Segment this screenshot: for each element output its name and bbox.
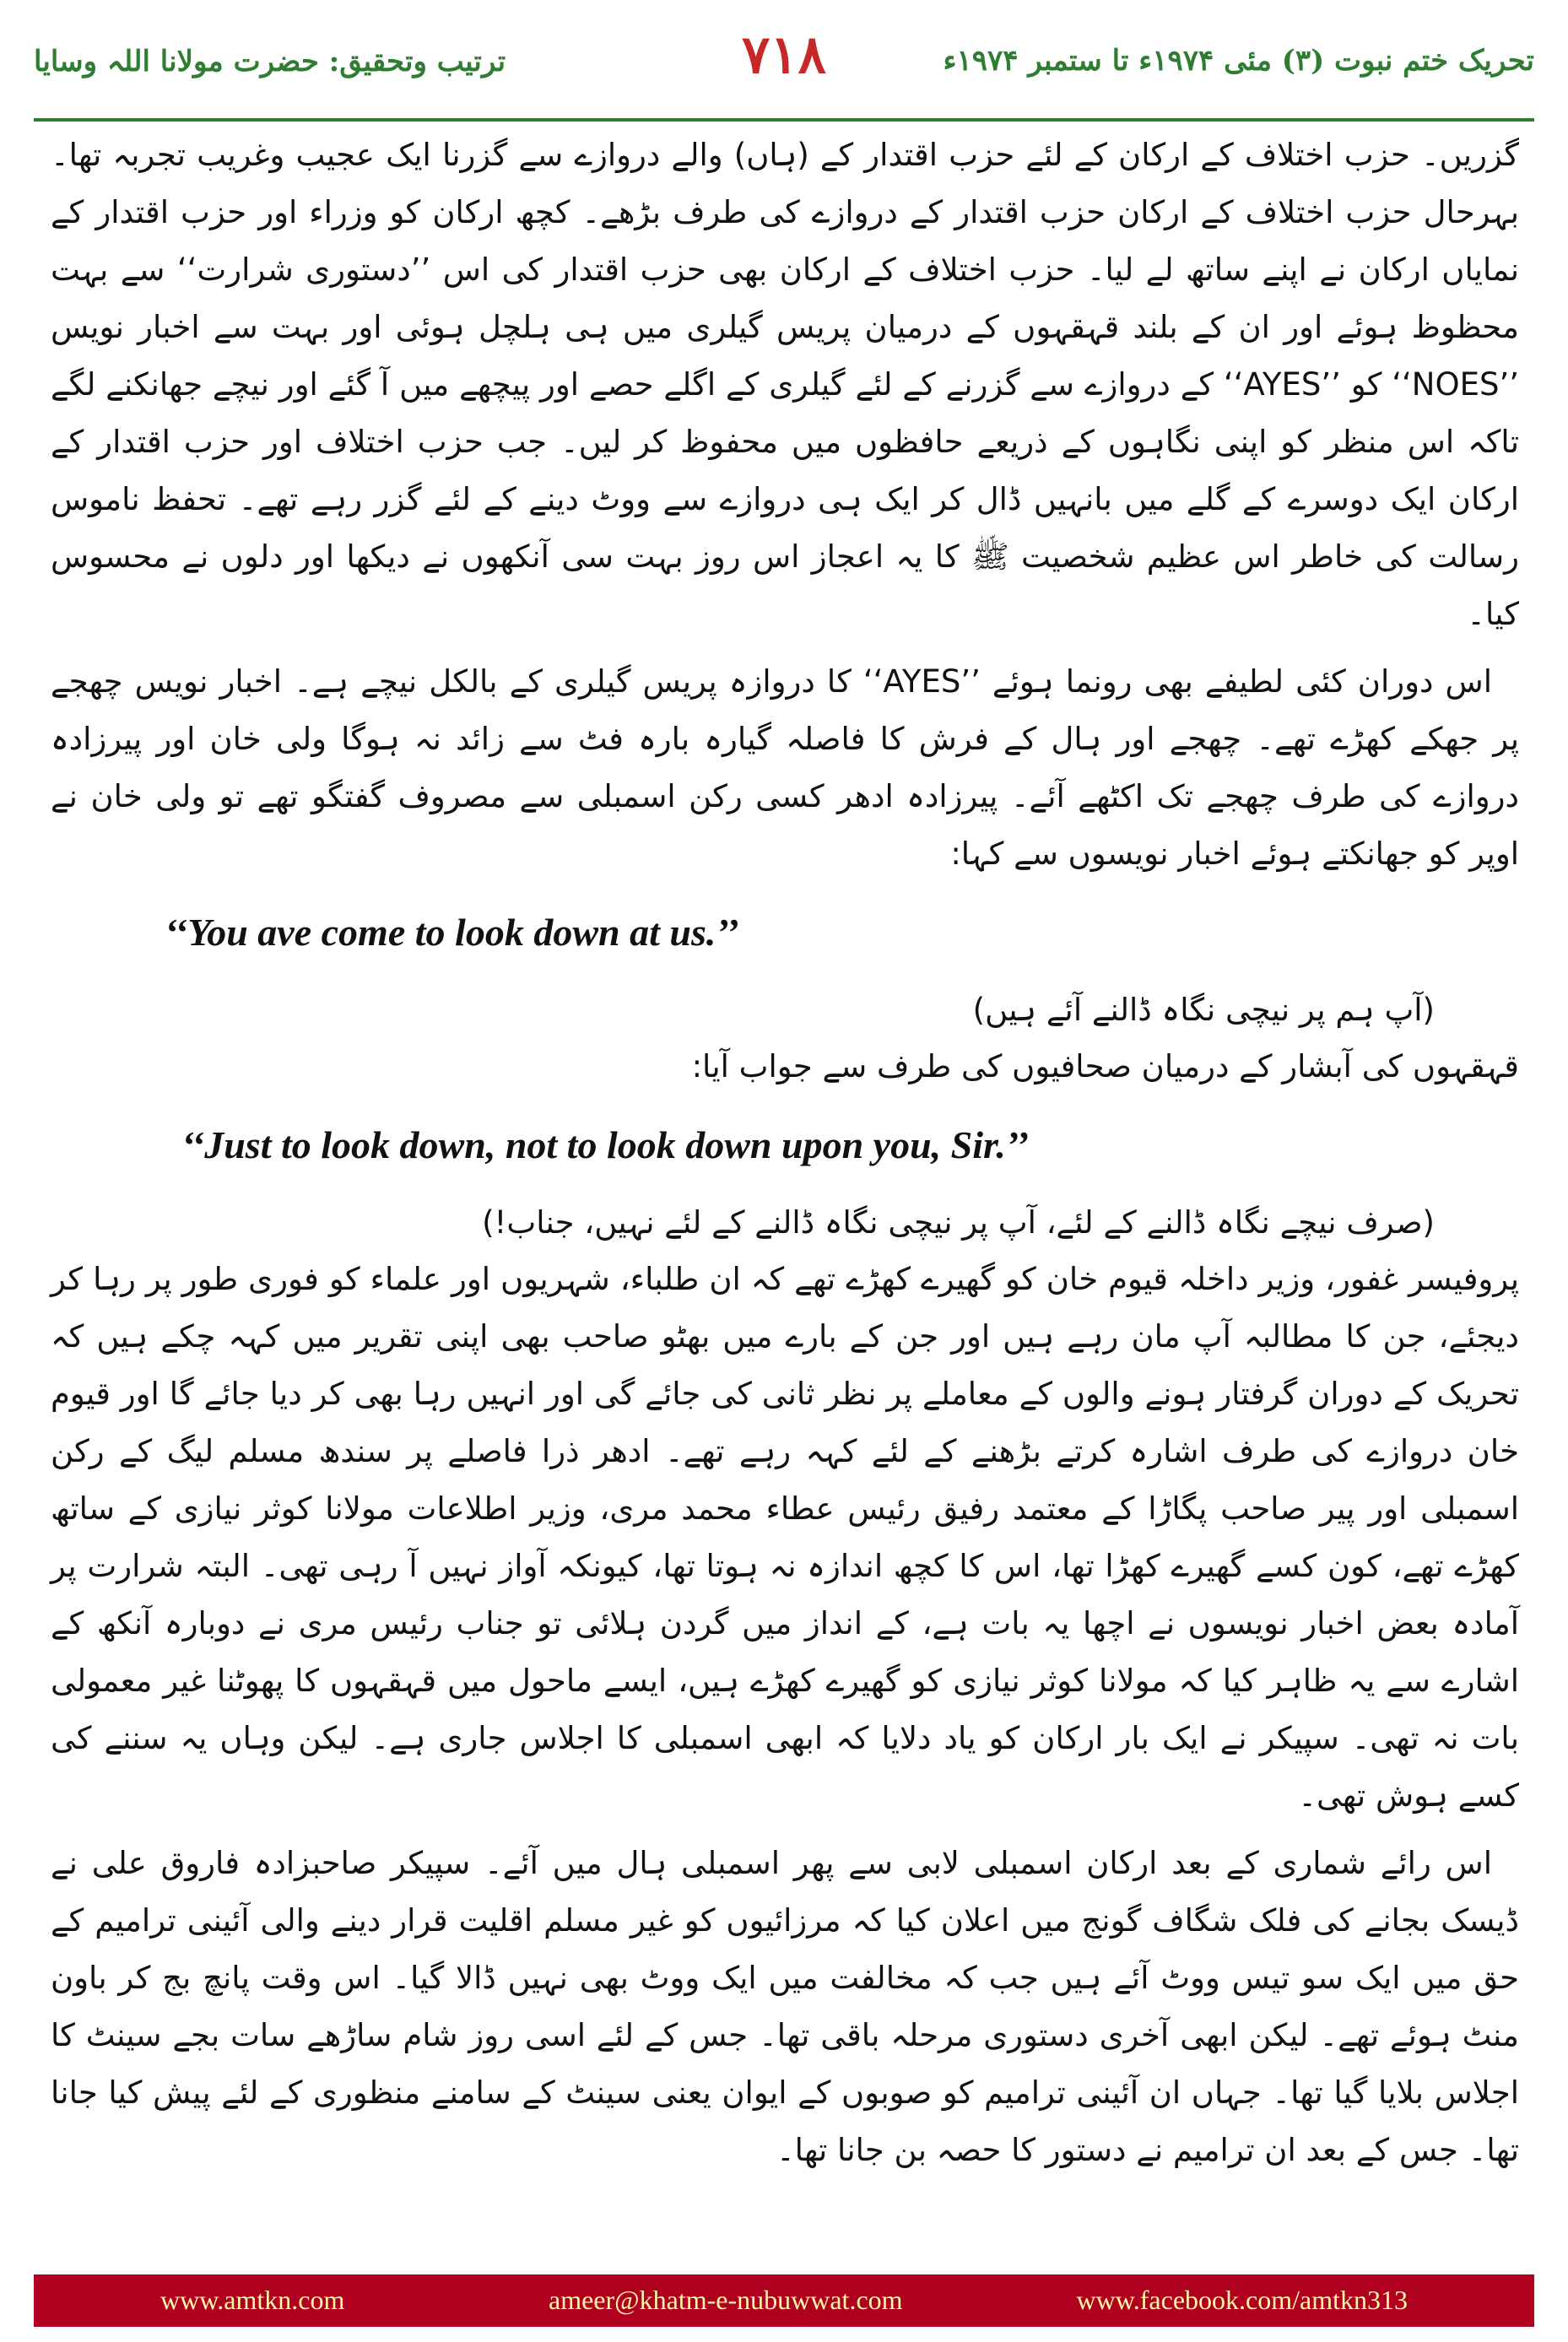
compiler-credit: ترتیب وتحقیق: حضرت مولانا اللہ وسایا: [34, 45, 506, 78]
paragraph-2: اس دوران کئی لطیفے بھی رونما ہوئے ’’AYES‘‘ کا دروازہ پریس گیلری کے بالکل نیچے ہے۔ اخبار نویس چھجے پر جھکے کھڑے تھے۔ چھجے اور ہال کے فرش کا فاصلہ گیارہ بارہ فٹ سے زائد نہ ہوگا ولی خان اور پیرزادہ دروازے کی طرف چھجے تک اکٹھے آئے۔ پیرزادہ ادھر کسی رکن اسمبلی سے مصروف گفتگو تھے تو ولی خان نے اوپر کو جھانکتے ہوئے اخبار نویسوں سے کہا:: [51, 663, 1519, 872]
english-quote-2: ‘‘Just to look down, not to look down upon you, Sir.’’: [181, 1123, 1030, 1166]
paragraph-1: گزریں۔ حزب اختلاف کے ارکان کے لئے حزب اقتدار کے (ہاں) والے دروازے سے گزرنا ایک عجیب وغریب تجربہ تھا۔ بہرحال حزب اختلاف کے ارکان حزب اقتدار کے دروازے کی طرف بڑھے۔ کچھ ارکان کو وزراء اور حزب اقتدار کے نمایاں ارکان نے اپنے ساتھ لے لیا۔ حزب اختلاف کے ارکان بھی حزب اقتدار کی اس ’’دستوری شرارت‘‘ سے بہت محظوظ ہوئے اور ان کے بلند قہقہوں کے درمیان پریس گیلری میں ہی ہلچل ہوئی اور بہت سے اخبار نویس ’’NOES‘‘ کو ’’AYES‘‘ کے دروازے سے گزرنے کے لئے گیلری کے اگلے حصے اور پیچھے میں آ گئے اور نیچے جھانکنے لگے تاکہ اس منظر کو اپنی نگاہوں کے ذریعے حافظوں میں محفوظ کر لیں۔ جب حزب اختلاف اور حزب اقتدار کے ارکان ایک دوسرے کے گلے میں بانہیں ڈال کر ایک ہی دروازے سے ووٹ دینے کے لئے گزر رہے تھے۔ تحفظ ناموس رسالت کی خاطر اس عظیم شخصیت ﷺ کا یہ اعجاز اس روز بہت سی آنکھوں نے دیکھا اور دلوں نے محسوس کیا۔: [51, 137, 1519, 632]
page-footer: [34, 2274, 1534, 2327]
paragraph-4: پروفیسر غفور، وزیر داخلہ قیوم خان کو گھیرے کھڑے تھے کہ ان طلباء، شہریوں اور علماء کو فوری طور پر رہا کر دیجئے، جن کا مطالبہ آپ مان رہے ہیں اور جن کے بارے میں بھٹو صاحب بھی اپنی تقریر میں کہہ چکے ہیں کہ تحریک کے دوران گرفتار ہونے والوں کے معاملے پر نظر ثانی کی جائے گی اور انہیں رہا بھی کر دیا جائے گا اور قیوم خان دروازے کی طرف اشارہ کرتے بڑھنے کے لئے کہہ رہے تھے۔ ادھر ذرا فاصلے پر سندھ مسلم لیگ کے رکن اسمبلی اور پیر صاحب پگاڑا کے معتمد رفیق رئیس عطاء محمد مری، وزیر اطلاعات مولانا کوثر نیازی کے ساتھ کھڑے تھے، کون کسے گھیرے کھڑا تھا، اس کا کچھ اندازہ نہ ہوتا تھا، کیونکہ آواز نہیں آ رہی تھی۔ البتہ شرارت پر آمادہ بعض اخبار نویسوں نے اچھا یہ بات ہے، کے انداز میں گردن ہلائی تو جناب رئیس مری نے دوبارہ آنکھ کے اشارے سے یہ ظاہر کیا کہ مولانا کوثر نیازی کو گھیرے کھڑے ہیں، ایسے ماحول میں قہقہوں کا پھوٹنا غیر معمولی بات نہ تھی۔ سپیکر نے ایک بار ارکان کو یاد دلایا کہ ابھی اسمبلی کا اجلاس جاری ہے۔ لیکن وہاں یہ سننے کی کسے ہوش تھی۔: [51, 1261, 1519, 1814]
facebook-link[interactable]: www.facebook.com/amtkn313: [1076, 2285, 1408, 2315]
translation-1: (آپ ہم پر نیچی نگاہ ڈالنے آئے ہیں): [972, 992, 1435, 1028]
paragraph-3: قہقہوں کی آبشار کے درمیان صحافیوں کی طرف سے جواب آیا:: [691, 1048, 1519, 1084]
email-link[interactable]: ameer@khatm-e-nubuwwat.com: [549, 2285, 903, 2315]
page-header: [34, 19, 1534, 118]
translation-2: (صرف نیچے نگاہ ڈالنے کے لئے، آپ پر نیچی نگاہ ڈالنے کے لئے نہیں، جناب!): [482, 1204, 1435, 1241]
book-title: تحریک ختم نبوت (۳) مئی ۱۹۷۴ء تا ستمبر ۱۹۷۴ء: [943, 44, 1534, 78]
page-number: ۷۱۸: [742, 24, 826, 85]
page-body: [51, 127, 1519, 2189]
english-quote-1: ‘‘You ave come to look down at us.’’: [165, 911, 739, 954]
header-divider: [34, 118, 1534, 122]
paragraph-5: اس رائے شماری کے بعد ارکان اسمبلی لابی سے پھر اسمبلی ہال میں آئے۔ سپیکر صاحبزادہ فاروق علی نے ڈیسک بجانے کی فلک شگاف گونج میں اعلان کیا کہ مرزائیوں کو غیر مسلم اقلیت قرار دینے والی آئینی ترامیم کے حق میں ایک سو تیس ووٹ آئے ہیں جب کہ مخالفت میں ایک ووٹ بھی نہیں ڈالا گیا۔ اس وقت پانچ بج کر باون منٹ ہوئے تھے۔ لیکن ابھی آخری دستوری مرحلہ باقی تھا۔ جس کے لئے اسی روز شام ساڑھے سات بجے سینٹ کا اجلاس بلایا گیا تھا۔ جہاں ان آئینی ترامیم کو صوبوں کے ایوان یعنی سینٹ کے سامنے منظوری کے لئے پیش کیا جانا تھا۔ جس کے بعد ان ترامیم نے دستور کا حصہ بن جانا تھا۔: [51, 1845, 1519, 2168]
website-link[interactable]: www.amtkn.com: [160, 2285, 345, 2315]
